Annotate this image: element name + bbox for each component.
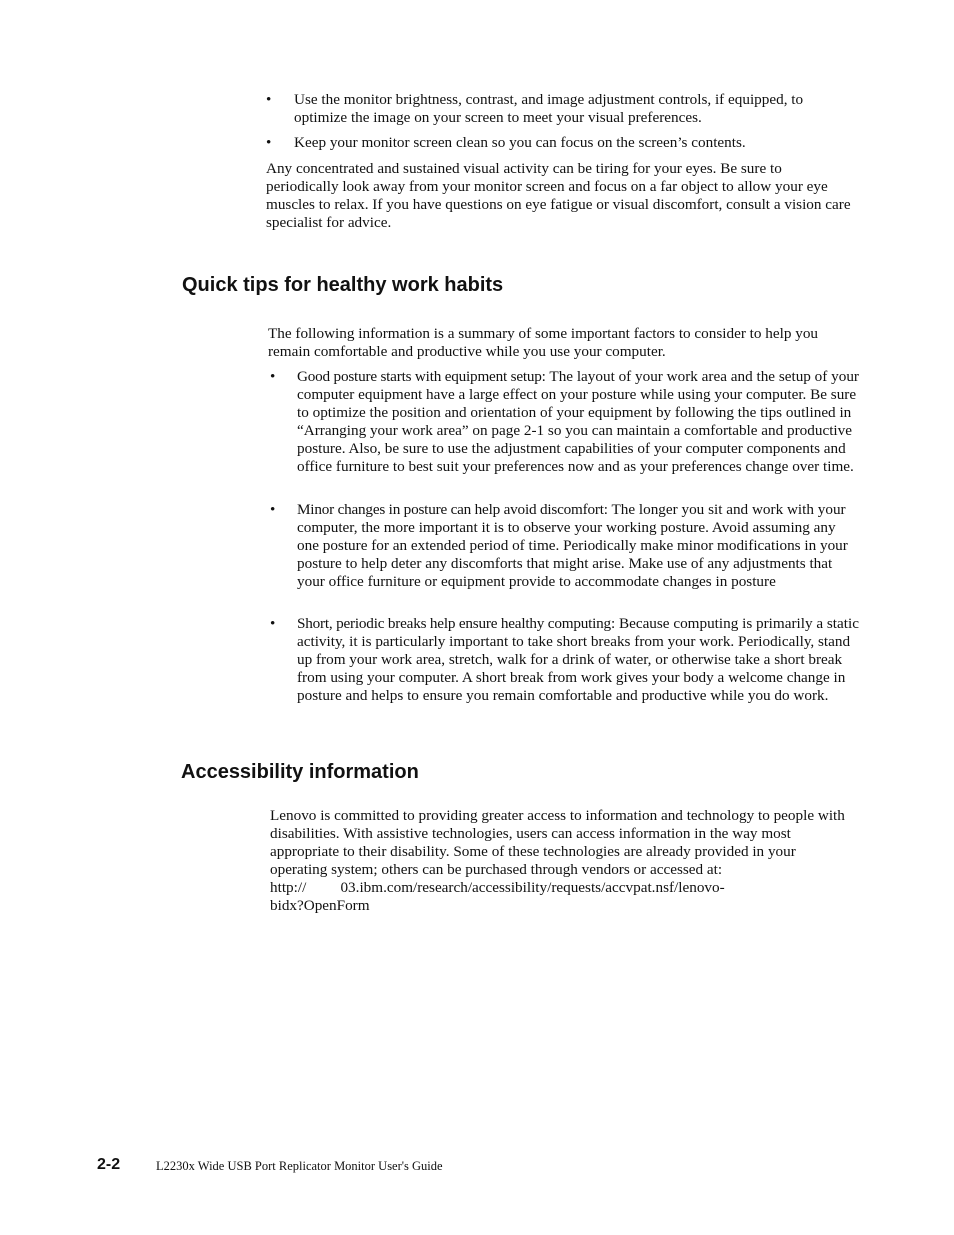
accessibility-url-line-2[interactable]: bidx?OpenForm <box>270 896 370 914</box>
page-number: 2-2 <box>97 1156 121 1173</box>
bullet-marker: • <box>270 368 276 385</box>
section-heading-healthy-habits: Quick tips for healthy work habits <box>182 274 504 296</box>
top-bullet-1 <box>266 91 860 127</box>
section-heading-accessibility: Accessibility information <box>181 761 419 783</box>
top-bullet-1-text: Use the monitor brightness, contrast, and image adjustment controls, if equipped, to optimize the image on your screen to meet your visual preferences. <box>294 91 804 126</box>
eye-paragraph: Any concentrated and sustained visual activity can be tiring for your eyes. Be sure to periodically look away from your monitor screen and focus on a far object to allow your eye muscles to relax. If you have questions on eye fatigue or visual discomfort, consult a vision care specialist for advice. <box>266 160 851 231</box>
habit-bullet-2-text: : The longer you sit and work with your computer, the more important it is to observe your working posture. Avoid assuming any one posture for an extended period of time. Periodically make minor modifications in your posture to help deter any discomforts that might arise. Make use of any adjustments that your office furniture or equipment provide to accommodate changes in posture <box>297 501 848 590</box>
bullet-marker: • <box>266 91 272 108</box>
habit-bullet-2 <box>270 501 860 591</box>
top-bullet-2-text: Keep your monitor screen clean so you can focus on the screen’s contents. <box>294 134 746 151</box>
section1-intro: The following information is a summary of some important factors to consider to help you remain comfortable and productive while you use your computer. <box>268 325 819 360</box>
accessibility-paragraph <box>270 807 856 914</box>
bullet-marker: • <box>270 615 276 632</box>
habit-bullet-2-lead: Minor changes in posture can help avoid discomfort <box>297 501 604 518</box>
top-bullet-2 <box>266 134 860 152</box>
bullet-marker: • <box>266 134 272 151</box>
habit-bullet-3-text: : Because computing is primarily a static activity, it is particularly important to take short breaks from your work. Periodically, stand up from your work area, stretch, walk for a drink of water, or otherwise take a short break from using your computer. A short break from work gives your body a welcome change in posture and helps to ensure you remain comfortable and productive while you do work. <box>297 615 859 704</box>
habit-bullet-1 <box>270 368 860 475</box>
bullet-marker: • <box>270 501 276 518</box>
habit-bullet-3-lead: Short, periodic breaks help ensure healthy computing <box>297 615 611 632</box>
accessibility-url-line-1[interactable]: http:// 03.ibm.com/research/accessibility/requests/accvpat.nsf/lenovo- <box>270 878 725 896</box>
habit-bullet-1-text: : The layout of your work area and the setup of your computer equipment have a large effect on your posture while using your computer. Be sure to optimize the position and orientation of your equipment by following the tips outlined in “Arranging your work area” on page 2-1 so you can maintain a comfortable and productive posture. Also, be sure to use the adjustment capabilities of your computer components and office furniture to best suit your preferences now and as your preferences change over time. <box>297 368 859 475</box>
habit-bullet-3 <box>270 615 860 705</box>
document-title: L2230x Wide USB Port Replicator Monitor User's Guide <box>156 1159 443 1173</box>
habit-bullet-1-lead: Good posture starts with equipment setup <box>297 368 542 385</box>
accessibility-text: Lenovo is committed to providing greater access to information and technology to people with disabilities. With assistive technologies, users can access information in the way most appropriate to their disability. Some of these technologies are already provided in your operating system; others can be purchased through vendors or accessed at: <box>270 807 845 878</box>
